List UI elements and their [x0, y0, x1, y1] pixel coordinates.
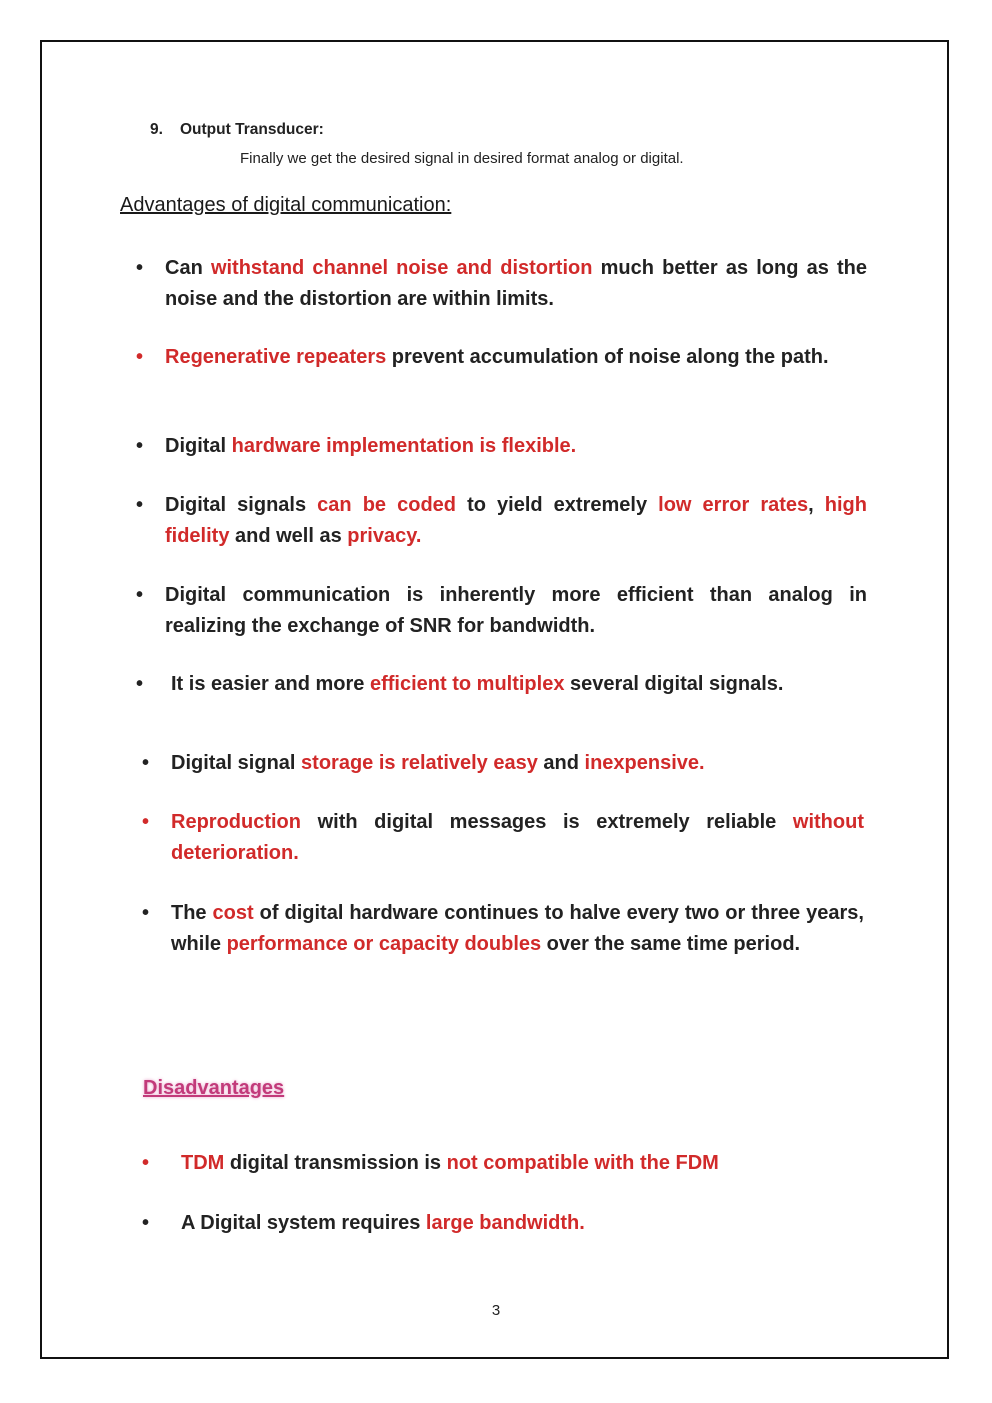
bullet-text — [165, 431, 867, 462]
body-text: over the same time period. — [541, 933, 801, 955]
highlighted-text: hardware implementation is flexible. — [231, 435, 577, 457]
advantages-item — [0, 490, 992, 560]
advantages-item — [0, 898, 992, 968]
highlighted-text: inexpensive. — [584, 752, 705, 774]
bullet-marker: • — [136, 584, 144, 606]
bullet-text — [171, 898, 864, 960]
body-text: Digital — [165, 435, 232, 457]
advantages-item — [0, 807, 992, 877]
section-9-description: Finally we get the desired signal in desired format analog or digital. — [240, 150, 684, 167]
body-text: Digital signal — [171, 752, 302, 774]
body-text: Digital signals — [165, 494, 318, 516]
bullet-marker: • — [136, 257, 144, 279]
advantages-item — [0, 580, 992, 650]
advantages-heading: Advantages of digital communication: — [120, 194, 452, 216]
bullet-text — [171, 807, 864, 869]
body-text: , — [808, 494, 825, 516]
body-text: much better as long as the noise and the distortion are within limits. — [165, 257, 867, 310]
body-text: A Digital system requires — [181, 1212, 426, 1234]
disadvantages-heading: Disadvantages — [143, 1077, 285, 1099]
body-text: and — [537, 752, 585, 774]
body-text: Digital communication is inherently more efficient than analog in realizing the exchange of SNR for bandwidth. — [165, 584, 867, 637]
section-9-heading — [150, 121, 324, 139]
highlighted-text: performance or capacity doubles — [226, 933, 542, 955]
bullet-text — [181, 1208, 871, 1239]
bullet-text — [171, 748, 864, 779]
disadvantages-item — [0, 1208, 992, 1278]
advantages-item — [0, 669, 992, 739]
bullet-text — [165, 342, 867, 373]
body-text: of digital hardware continues to halve every two or three years, while — [171, 902, 864, 955]
body-text: and well as — [229, 525, 348, 547]
highlighted-text: cost — [212, 902, 254, 924]
highlighted-text: storage is relatively easy — [301, 752, 538, 774]
bullet-text — [165, 580, 867, 642]
bullet-text — [171, 669, 861, 700]
bullet-marker: • — [142, 1212, 150, 1234]
bullet-marker: • — [142, 811, 150, 833]
bullet-marker: • — [142, 1152, 150, 1174]
highlighted-text: without deterioration. — [171, 811, 864, 864]
section-9-title: Output Transducer: — [180, 121, 324, 138]
body-text: digital transmission is — [224, 1152, 447, 1174]
advantages-item — [0, 253, 992, 323]
bullet-marker: • — [136, 494, 144, 516]
bullet-marker: • — [136, 435, 144, 457]
bullet-text — [181, 1148, 871, 1179]
highlighted-text: not compatible with the FDM — [446, 1152, 719, 1174]
highlighted-text: TDM — [181, 1152, 225, 1174]
highlighted-text: can be coded — [317, 494, 457, 516]
bullet-marker: • — [136, 346, 144, 368]
body-text: It is easier and more — [171, 673, 370, 695]
body-text: to yield extremely — [456, 494, 659, 516]
page-number: 3 — [491, 1302, 501, 1319]
bullet-marker: • — [142, 902, 150, 924]
highlighted-text: low error rates — [658, 494, 809, 516]
body-text: prevent accumulation of noise along the path. — [386, 346, 829, 368]
highlighted-text: privacy. — [347, 525, 422, 547]
bullet-marker: • — [142, 752, 150, 774]
body-text: several digital signals. — [564, 673, 784, 695]
section-9-number: 9. — [150, 121, 163, 138]
highlighted-text: withstand channel noise and distortion — [210, 257, 593, 279]
body-text: Can — [165, 257, 211, 279]
advantages-item — [0, 342, 992, 412]
body-text: with digital messages is extremely reliable — [301, 811, 793, 833]
bullet-text — [165, 253, 867, 315]
highlighted-text: high fidelity — [165, 494, 867, 547]
highlighted-text: large bandwidth. — [425, 1212, 585, 1234]
bullet-text — [165, 490, 867, 552]
highlighted-text: Regenerative repeaters — [165, 346, 387, 368]
highlighted-text: Reproduction — [171, 811, 301, 833]
bullet-marker: • — [136, 673, 144, 695]
highlighted-text: efficient to multiplex — [369, 673, 565, 695]
body-text: The — [171, 902, 213, 924]
